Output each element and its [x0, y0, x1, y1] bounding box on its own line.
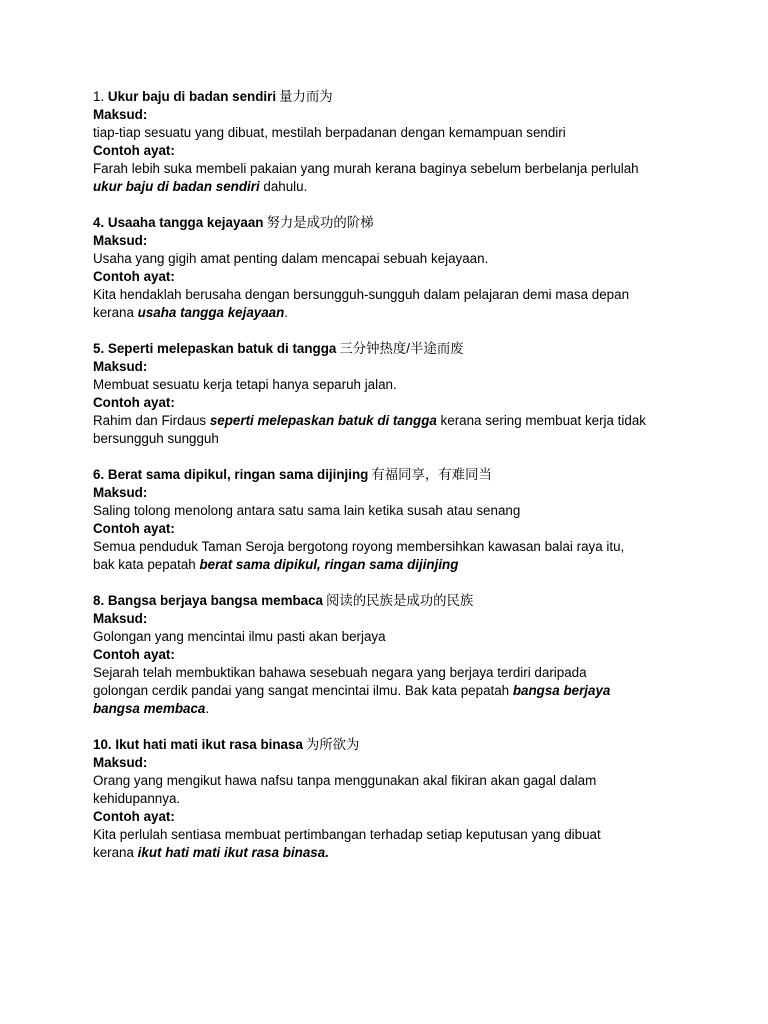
contoh-label: Contoh ayat: — [93, 809, 175, 824]
contoh-text: . — [205, 701, 210, 716]
entry-number: 8. — [93, 593, 105, 608]
contoh-line — [93, 160, 693, 178]
peribahasa-entry — [93, 214, 693, 322]
entry-phrase: Berat sama dipikul, ringan sama dijinjing — [107, 467, 369, 482]
entry-number: 10. — [93, 737, 112, 752]
entry-phrase: Usaaha tangga kejayaan — [107, 215, 264, 230]
entry-number: 4. — [93, 215, 105, 230]
contoh-peribahasa: ikut hati mati ikut rasa binasa. — [137, 845, 329, 860]
contoh-line — [93, 286, 693, 304]
maksud-text: kehidupannya. — [93, 791, 181, 806]
contoh-line — [93, 178, 693, 196]
maksud-label: Maksud: — [93, 107, 148, 122]
entry-chinese: 为所欲为 — [305, 737, 360, 752]
entry-phrase: Bangsa berjaya bangsa membaca — [107, 593, 323, 608]
entry-phrase: Ukur baju di badan sendiri — [107, 89, 277, 104]
contoh-text: kerana — [93, 845, 138, 860]
entry-phrase: Ikut hati mati ikut rasa binasa — [115, 737, 303, 752]
peribahasa-entry — [93, 88, 693, 196]
maksud-text: Orang yang mengikut hawa nafsu tanpa menggunakan akal fikiran akan gagal dalam — [93, 773, 597, 788]
entry-title — [93, 592, 693, 610]
entry-title — [93, 340, 693, 358]
contoh-peribahasa: ukur baju di badan sendiri — [93, 179, 260, 194]
entry-title — [93, 736, 693, 754]
maksud-label: Maksud: — [93, 359, 148, 374]
contoh-label: Contoh ayat: — [93, 395, 175, 410]
maksud-label: Maksud: — [93, 611, 148, 626]
maksud-text: Membuat sesuatu kerja tetapi hanya separuh jalan. — [93, 377, 397, 392]
contoh-peribahasa: bangsa berjaya — [512, 683, 611, 698]
entry-title — [93, 466, 693, 484]
contoh-text: golongan cerdik pandai yang sangat mencintai ilmu. Bak kata pepatah — [93, 683, 513, 698]
contoh-line — [93, 682, 693, 700]
contoh-peribahasa: seperti melepaskan batuk di tangga — [209, 413, 437, 428]
peribahasa-entry — [93, 736, 693, 862]
contoh-text: Kita perlulah sentiasa membuat pertimbangan terhadap setiap keputusan yang dibuat — [93, 827, 601, 842]
entry-title — [93, 214, 693, 232]
maksud-text: Usaha yang gigih amat penting dalam mencapai sebuah kejayaan. — [93, 251, 489, 266]
contoh-line — [93, 844, 693, 862]
peribahasa-entry — [93, 466, 693, 574]
contoh-text: Kita hendaklah berusaha dengan bersungguh-sungguh dalam pelajaran demi masa depan — [93, 287, 630, 302]
maksud-text: Saling tolong menolong antara satu sama lain ketika susah atau senang — [93, 503, 521, 518]
entry-chinese: 量力而为 — [279, 89, 333, 104]
entry-chinese: 有福同享，有难同当 — [371, 467, 492, 482]
peribahasa-entry — [93, 340, 693, 448]
contoh-peribahasa: usaha tangga kejayaan — [137, 305, 285, 320]
contoh-line — [93, 556, 693, 574]
contoh-line — [93, 700, 693, 718]
contoh-text: Semua penduduk Taman Seroja bergotong royong membersihkan kawasan balai raya itu, — [93, 539, 625, 554]
entry-phrase: Seperti melepaskan batuk di tangga — [107, 341, 337, 356]
entry-chinese: 努力是成功的阶梯 — [266, 215, 374, 230]
contoh-line — [93, 412, 693, 430]
contoh-label: Contoh ayat: — [93, 143, 175, 158]
contoh-line — [93, 826, 693, 844]
contoh-line — [93, 304, 693, 322]
maksud-text: tiap-tiap sesuatu yang dibuat, mestilah berpadanan dengan kemampuan sendiri — [93, 125, 566, 140]
contoh-label: Contoh ayat: — [93, 269, 175, 284]
contoh-text: Sejarah telah membuktikan bahawa sesebuah negara yang berjaya terdiri daripada — [93, 665, 587, 680]
contoh-text: kerana sering membuat kerja tidak — [436, 413, 646, 428]
contoh-peribahasa: berat sama dipikul, ringan sama dijinjing — [199, 557, 459, 572]
contoh-text: Rahim dan Firdaus — [93, 413, 210, 428]
contoh-text: bak kata pepatah — [93, 557, 200, 572]
maksud-text: Golongan yang mencintai ilmu pasti akan berjaya — [93, 629, 386, 644]
maksud-label: Maksud: — [93, 755, 148, 770]
entry-number: 1. — [93, 89, 105, 104]
contoh-text: dahulu. — [259, 179, 308, 194]
contoh-label: Contoh ayat: — [93, 521, 175, 536]
maksud-label: Maksud: — [93, 485, 148, 500]
contoh-text: . — [284, 305, 289, 320]
maksud-label: Maksud: — [93, 233, 148, 248]
contoh-peribahasa: bangsa membaca — [93, 701, 206, 716]
contoh-line — [93, 430, 693, 448]
contoh-label: Contoh ayat: — [93, 647, 175, 662]
entry-number: 6. — [93, 467, 105, 482]
entry-title — [93, 88, 693, 106]
contoh-text: Farah lebih suka membeli pakaian yang murah kerana baginya sebelum berbelanja perlulah — [93, 161, 639, 176]
contoh-text: bersungguh sungguh — [93, 431, 219, 446]
entry-chinese: 三分钟热度/半途而废 — [339, 341, 464, 356]
contoh-line — [93, 664, 693, 682]
entry-number: 5. — [93, 341, 105, 356]
document-page — [93, 88, 693, 880]
entry-chinese: 阅读的民族是成功的民族 — [326, 593, 474, 608]
contoh-line — [93, 538, 693, 556]
peribahasa-entry — [93, 592, 693, 718]
contoh-text: kerana — [93, 305, 138, 320]
